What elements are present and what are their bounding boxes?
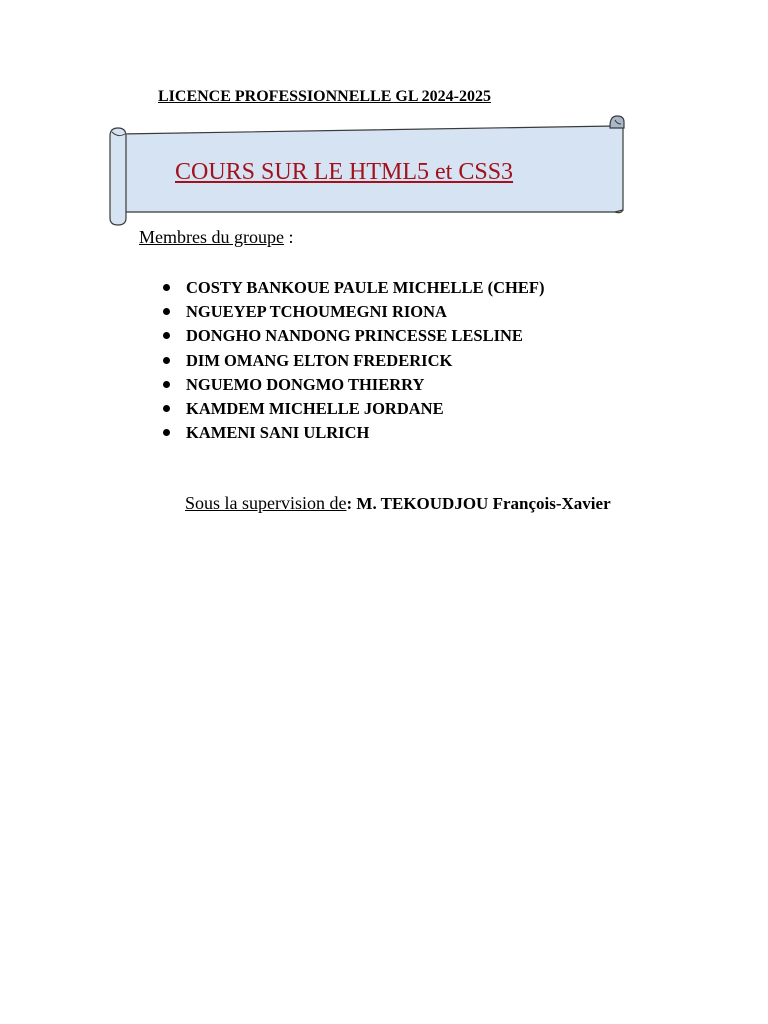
supervision-line <box>185 493 611 514</box>
document-header: LICENCE PROFESSIONNELLE GL 2024-2025 <box>158 88 491 105</box>
title-banner-scroll <box>105 112 629 232</box>
supervision-colon: : <box>346 494 353 513</box>
members-label-suffix: : <box>283 227 294 247</box>
member-name: COSTY BANKOUE PAULE MICHELLE (CHEF) <box>186 278 545 297</box>
member-name: KAMDEM MICHELLE JORDANE <box>186 398 444 418</box>
supervisor-name: M. TEKOUDJOU François-Xavier <box>352 494 611 513</box>
list-item <box>160 276 544 300</box>
list-item <box>160 421 544 445</box>
list-item <box>160 373 544 397</box>
bullet-icon <box>163 357 170 364</box>
bullet-icon <box>163 308 170 315</box>
member-name: KAMENI SANI ULRICH <box>186 423 370 443</box>
list-item <box>160 397 544 421</box>
member-name: NGUEYEP TCHOUMEGNI RIONA <box>186 302 447 322</box>
member-name: DONGHO NANDONG PRINCESSE LESLINE <box>186 326 523 346</box>
members-heading <box>139 227 293 248</box>
supervision-label: Sous la supervision de <box>185 493 347 513</box>
bullet-icon <box>163 429 170 436</box>
bullet-icon <box>163 381 170 388</box>
bullet-icon <box>163 284 170 291</box>
bullet-icon <box>163 332 170 339</box>
member-name: DIM OMANG ELTON FREDERICK <box>186 350 453 370</box>
members-label: Membres du groupe <box>139 227 284 247</box>
list-item <box>160 324 544 348</box>
list-item <box>160 300 544 324</box>
list-item <box>160 349 544 373</box>
member-list <box>160 276 544 445</box>
course-title: COURS SUR LE HTML5 et CSS3 <box>175 159 514 185</box>
bullet-icon <box>163 405 170 412</box>
member-name: NGUEMO DONGMO THIERRY <box>186 374 425 394</box>
